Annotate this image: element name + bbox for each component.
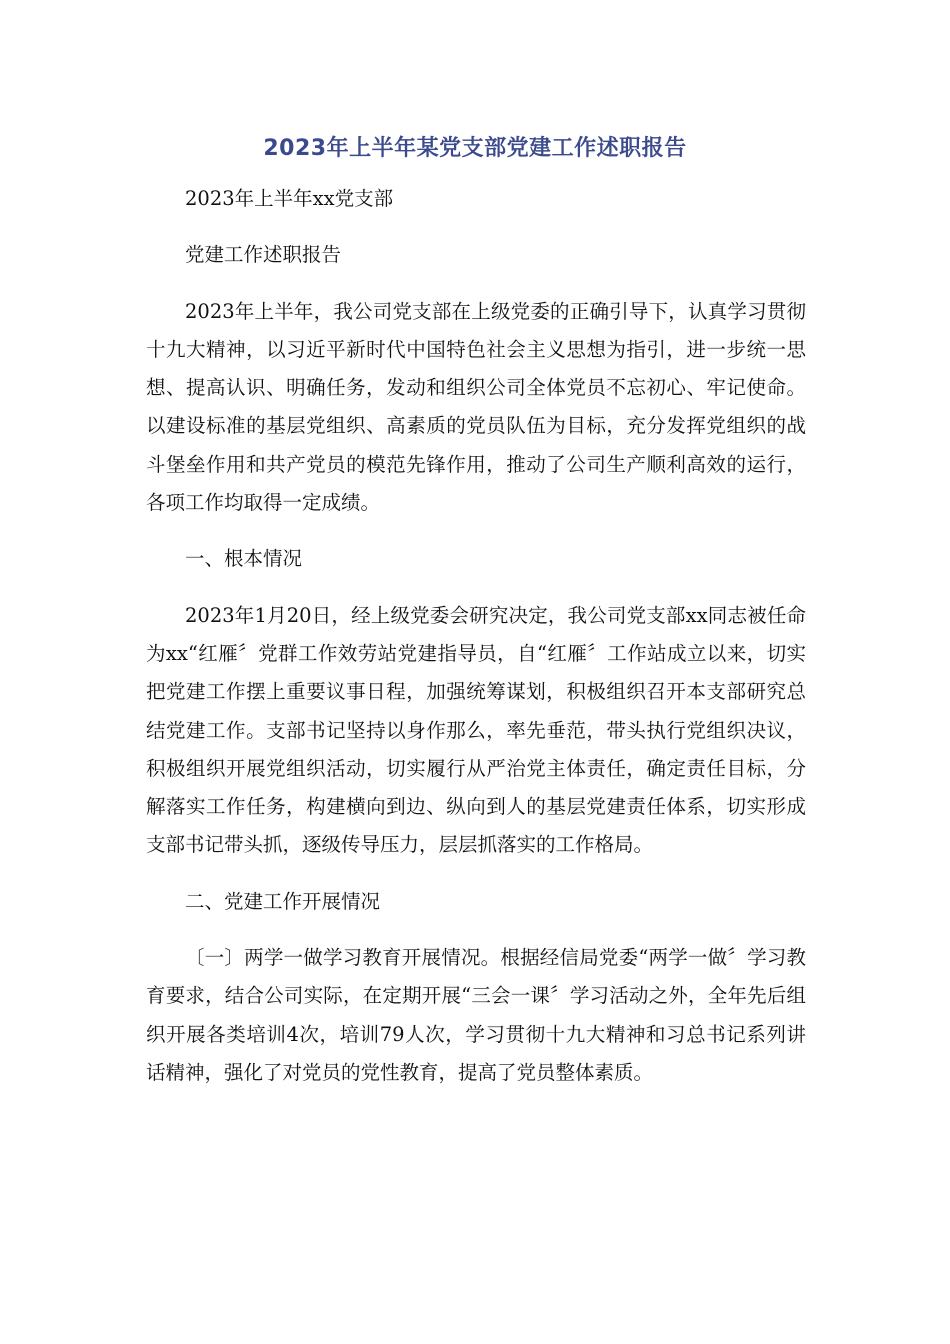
paragraph-subtitle-report: 党建工作述职报告 <box>185 243 342 267</box>
document-title: 2023年上半年某党支部党建工作述职报告 <box>263 136 687 161</box>
paragraph-basic-situation: 2023年1月20日，经上级党委会研究决定，我公司党支部xx同志被任命为xx“红雁〞党群工作效劳站党建指导员，自“红雁〞工作站成立以来，切实把党建工作摆上重要议事日程，加强统筹谋划，积极组织召开本支部研究总结党建工作。支部书记坚持以身作那么，率先垂范，带头执行党组织决议，积极组织开展党组织活动，切实履行从严治党主体责任，确定责任目标，分解落实工作任务，构建横向到边、纵向到人的基层党建责任体系，切实形成支部书记带头抓，逐级传导压力，层层抓落实的工作格局。 <box>146 603 806 857</box>
paragraph-study-education: 〔一〕两学一做学习教育开展情况。根据经信局党委“两学一做〞学习教育要求，结合公司实际，在定期开展“三会一课〞学习活动之外，全年先后组织开展各类培训4次，培训79人次，学习贯彻十九大精神和习总书记系列讲话精神，强化了对党员的党性教育，提高了党员整体素质。 <box>146 946 806 1084</box>
section-heading-party-work: 二、党建工作开展情况 <box>185 889 381 913</box>
section-heading-basic-situation: 一、根本情况 <box>185 547 303 571</box>
document-body <box>146 180 806 1110</box>
paragraph-subtitle-org: 2023年上半年xx党支部 <box>185 187 394 210</box>
paragraph-intro: 2023年上半年，我公司党支部在上级党委的正确引导下，认真学习贯彻十九大精神，以习近平新时代中国特色社会主义思想为指引，进一步统一思想、提高认识、明确任务，发动和组织公司全体党员不忘初心、牢记使命。以建设标准的基层党组织、高素质的党员队伍为目标，充分发挥党组织的战斗堡垒作用和共产党员的模范先锋作用，推动了公司生产顺利高效的运行，各项工作均取得一定成绩。 <box>146 299 806 515</box>
